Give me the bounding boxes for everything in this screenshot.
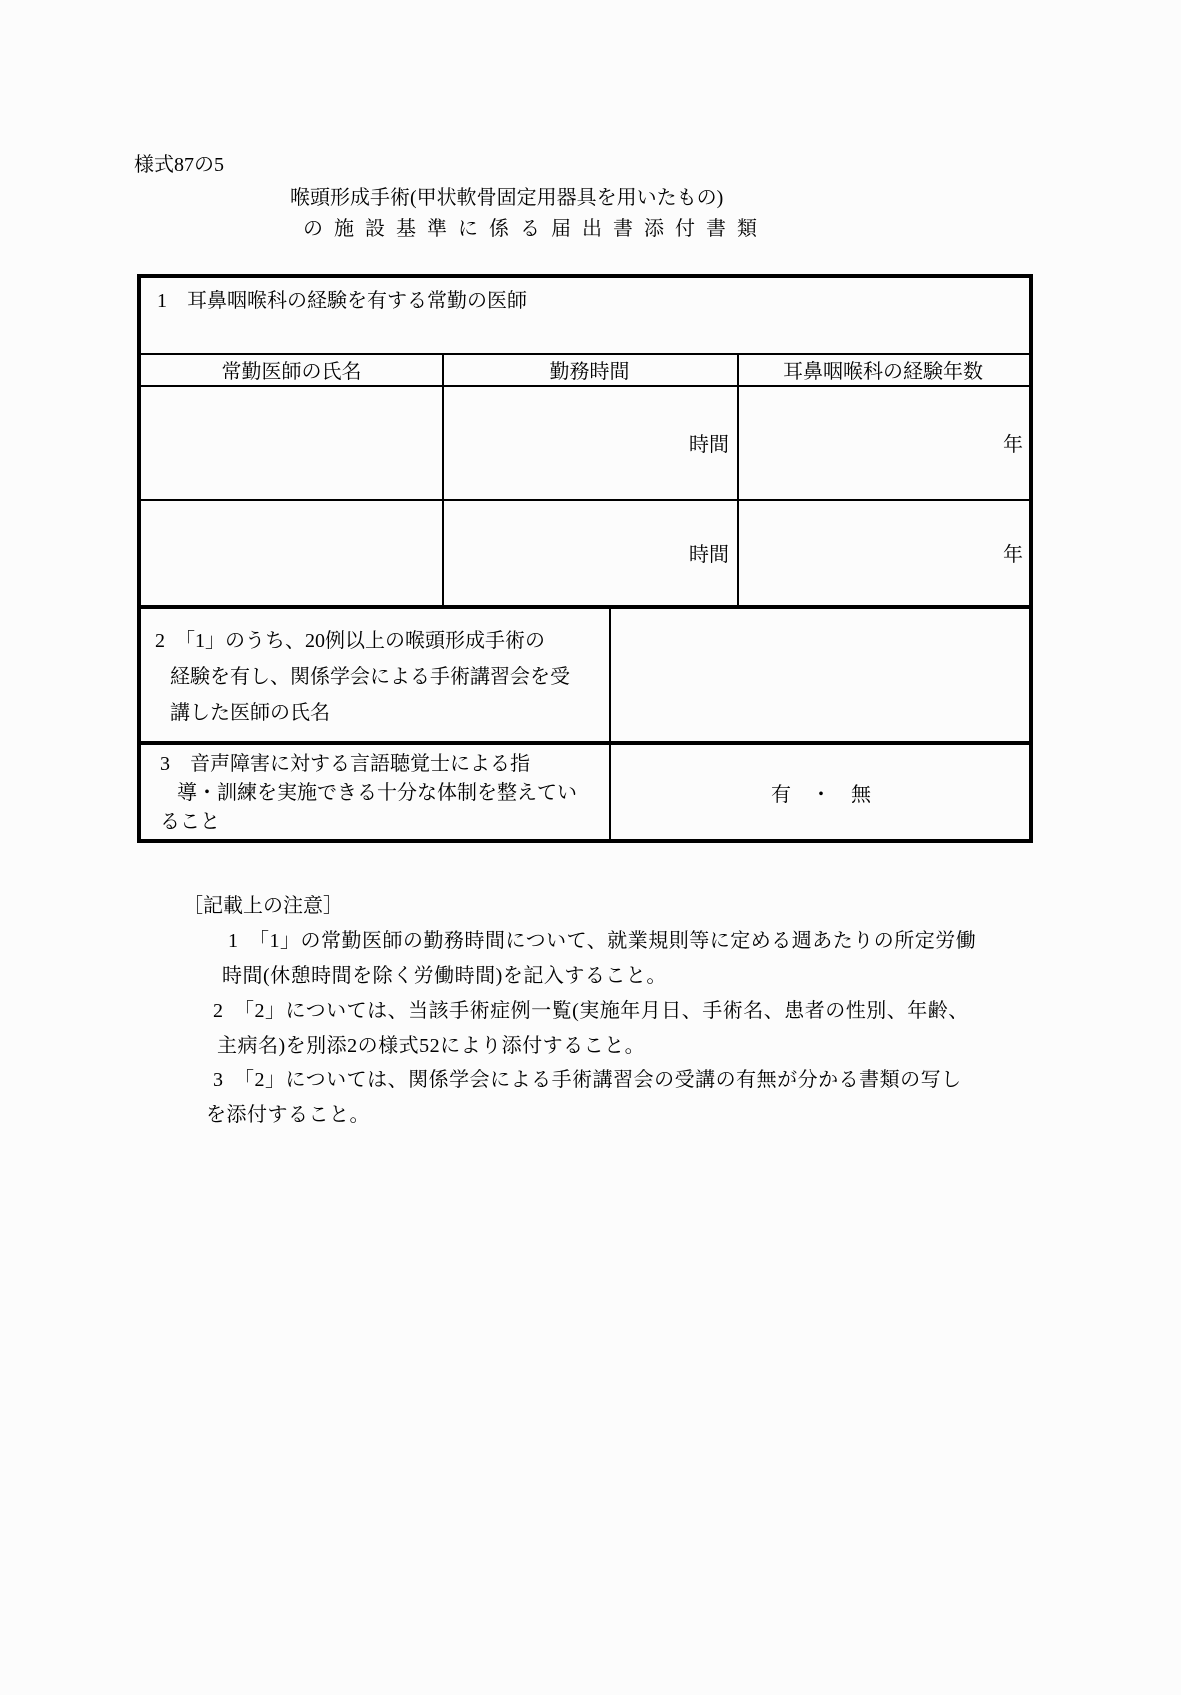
note-3-line-1: 3 「2」については、関係学会による手術講習会の受講の有無が分かる書類の写し [213,1069,962,1091]
form-number: 様式87の5 [134,154,224,176]
section1-heading: 1 耳鼻咽喉科の経験を有する常勤の医師 [157,290,527,312]
note-2-line-2: 主病名)を別添2の様式52により添付すること。 [217,1035,646,1057]
form-title-line-2: の施設基準に係る届出書添付書類 [303,218,768,240]
column-header-experience-years: 耳鼻咽喉科の経験年数 [783,360,983,383]
notes-heading: ［記載上の注意］ [183,895,343,917]
work-hours-unit-2: 時間 [689,543,729,566]
experience-years-unit-1: 年 [1003,433,1023,456]
section3-label-line: ること [160,811,220,833]
section2-label-line: 2 「1」のうち、20例以上の喉頭形成手術の [155,630,545,652]
section3-label [141,750,605,837]
section2-label [141,623,605,731]
column-header-doctor-name: 常勤医師の氏名 [221,360,362,383]
work-hours-unit-1: 時間 [689,433,729,456]
doctor-name-cell-2 [141,499,442,605]
section3-label-line: 3 音声障害に対する言語聴覚士による指 [160,753,530,775]
column-header-work-hours: 勤務時間 [549,360,630,383]
note-1-line-2: 時間(休憩時間を除く労働時間)を記入すること。 [222,965,667,987]
section2-label-line: 経験を有し、関係学会による手術講習会を受 [170,666,570,688]
criteria-table [137,274,1033,843]
section2-label-line: 講した医師の氏名 [170,702,330,724]
note-2-line-1: 2 「2」については、当該手術症例一覧(実施年月日、手術名、患者の性別、年齢、 [213,1000,969,1022]
section2-value-cell [609,609,1033,741]
experience-years-unit-2: 年 [1003,543,1023,566]
availability-choice: 有 ・ 無 [771,783,871,806]
doctor-name-cell-1 [141,385,442,499]
form-title-line-1: 喉頭形成手術(甲状軟骨固定用器具を用いたもの) [290,187,724,209]
note-1-line-1: 1 「1」の常勤医師の勤務時間について、就業規則等に定める週あたりの所定労働 [228,930,977,952]
note-3-line-2: を添付すること。 [206,1104,370,1126]
section3-label-line: 導・訓練を実施できる十分な体制を整えてい [177,782,577,804]
